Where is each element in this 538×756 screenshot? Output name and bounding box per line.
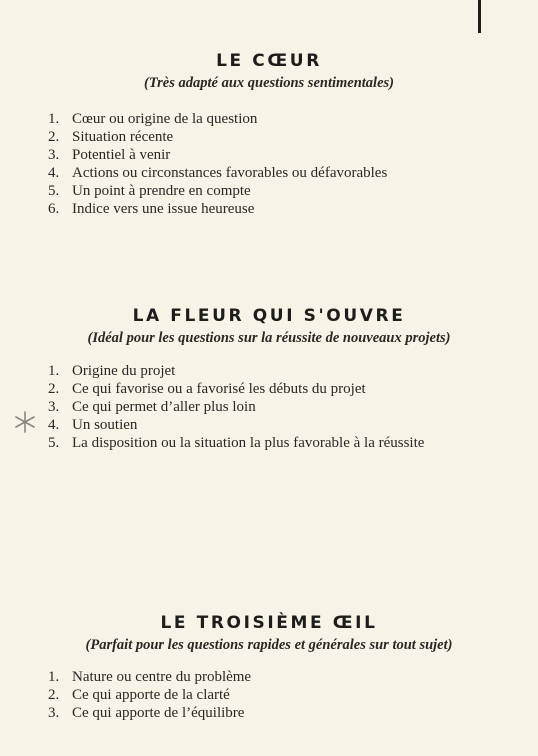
- section-subtitle: (Parfait pour les questions rapides et générales sur tout sujet): [85, 637, 453, 653]
- item-number: 6.: [48, 201, 60, 217]
- item-number: 1.: [48, 669, 60, 685]
- item-text: Nature ou centre du problème: [72, 669, 252, 685]
- item-number: 2.: [48, 129, 60, 145]
- list-item: [48, 434, 424, 452]
- list-item: [48, 416, 424, 434]
- item-text: Indice vers une issue heureuse: [72, 201, 255, 217]
- item-text: La disposition ou la situation la plus favorable à la réussite: [72, 435, 425, 451]
- position-list: [48, 110, 387, 218]
- item-text: Un soutien: [72, 417, 138, 433]
- page-edge-mark: [478, 0, 481, 33]
- section-title: LE TROISIÈME ŒIL: [160, 613, 378, 633]
- item-number: 3.: [48, 399, 60, 415]
- list-item: [48, 110, 387, 128]
- item-number: 4.: [48, 165, 60, 181]
- item-number: 3.: [48, 705, 60, 721]
- list-item: [48, 200, 387, 218]
- list-item: [48, 668, 251, 686]
- item-text: Situation récente: [72, 129, 174, 145]
- section-subtitle: (Très adapté aux questions sentimentales): [144, 75, 394, 91]
- section-la-fleur-qui-s-ouvre: [0, 306, 538, 347]
- item-text: Ce qui apporte de l’équilibre: [72, 705, 245, 721]
- item-text: Ce qui apporte de la clarté: [72, 687, 230, 703]
- section-subtitle: (Idéal pour les questions sur la réussite de nouveaux projets): [87, 330, 451, 346]
- list-item: [48, 398, 424, 416]
- item-number: 5.: [48, 183, 60, 199]
- item-text: Ce qui permet d’aller plus loin: [72, 399, 256, 415]
- item-text: Un point à prendre en compte: [72, 183, 251, 199]
- position-list: [48, 668, 251, 722]
- item-number: 1.: [48, 363, 60, 379]
- item-number: 4.: [48, 417, 60, 433]
- item-text: Origine du projet: [72, 363, 176, 379]
- item-number: 1.: [48, 111, 60, 127]
- list-item: [48, 164, 387, 182]
- list-item: [48, 380, 424, 398]
- list-item: [48, 686, 251, 704]
- section-title: LE CŒUR: [216, 51, 322, 71]
- item-number: 5.: [48, 435, 60, 451]
- item-text: Actions ou circonstances favorables ou défavorables: [72, 165, 388, 181]
- item-text: Potentiel à venir: [72, 147, 171, 163]
- list-item: [48, 704, 251, 722]
- item-number: 2.: [48, 687, 60, 703]
- item-text: Cœur ou origine de la question: [72, 111, 258, 127]
- section-title: LA FLEUR QUI S'OUVRE: [132, 306, 406, 326]
- position-list: [48, 362, 424, 452]
- item-number: 2.: [48, 381, 60, 397]
- list-item: [48, 182, 387, 200]
- item-text: Ce qui favorise ou a favorisé les débuts du projet: [72, 381, 366, 397]
- list-item: [48, 128, 387, 146]
- item-number: 3.: [48, 147, 60, 163]
- section-le-troisieme-oeil: [0, 613, 538, 654]
- list-item: [48, 146, 387, 164]
- asterisk-icon: [12, 409, 38, 435]
- list-item: [48, 362, 424, 380]
- section-le-coeur: [0, 51, 538, 92]
